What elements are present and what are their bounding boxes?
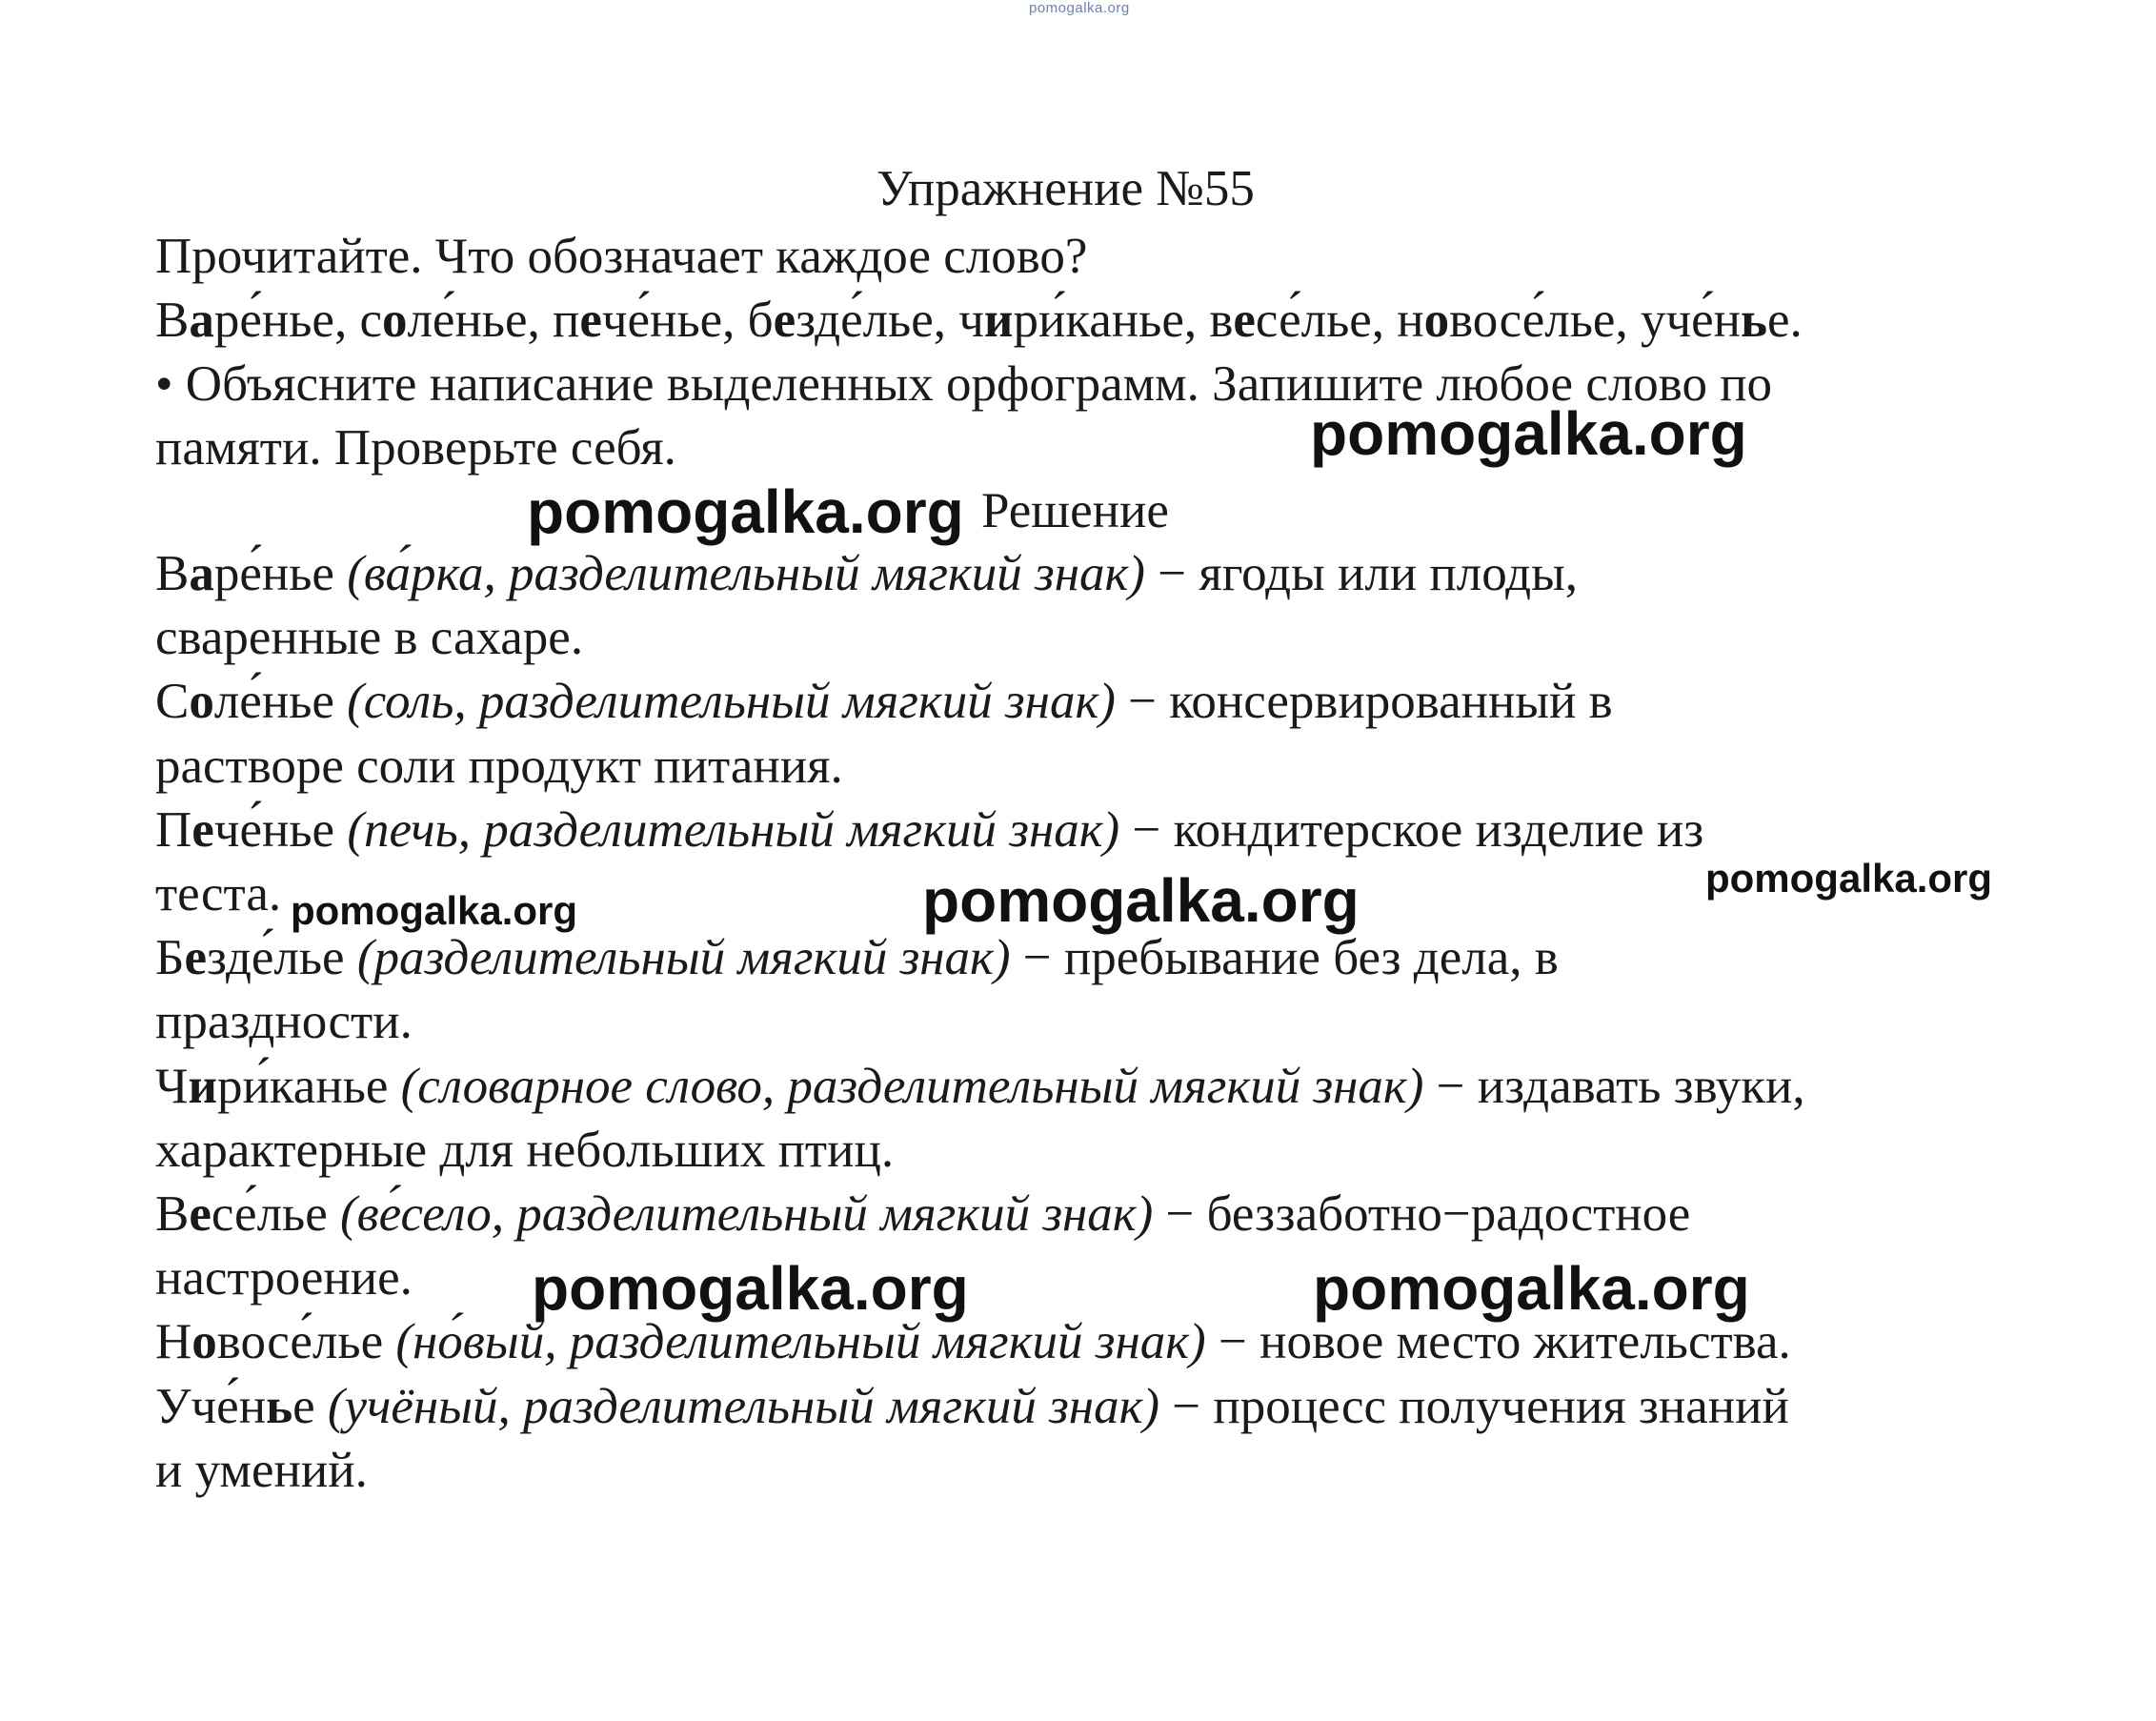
- answer-line-continuation: [155, 1250, 413, 1306]
- task-question: Прочитайте. Что обозначает каждое слово?: [155, 229, 1088, 284]
- explanation-text: (учёный, разделительный мягкий знак): [327, 1378, 1160, 1434]
- text-run: ле́нье, п: [407, 293, 580, 348]
- text-run: е: [292, 1378, 328, 1434]
- text-run: − новое место жительства.: [1205, 1314, 1791, 1370]
- highlighted-letter: о: [189, 674, 214, 730]
- text-run: − беззаботно−радостное: [1153, 1186, 1691, 1242]
- watermark-text: pomogalka.org: [1310, 399, 1747, 468]
- answer-line-main: [155, 930, 1559, 985]
- explanation-text: (соль, разделительный мягкий знак): [347, 674, 1116, 730]
- text-run: Уче́н: [155, 1378, 267, 1434]
- answer-line-main: [155, 1379, 1789, 1434]
- highlighted-letter: е: [1233, 293, 1256, 348]
- text-run: В: [155, 546, 190, 601]
- text-run: ле́нье: [213, 674, 348, 730]
- watermark-text: pomogalka.org: [922, 866, 1360, 935]
- text-run: е.: [1767, 293, 1803, 348]
- text-run: растворе соли продукт питания.: [155, 738, 843, 794]
- text-run: − процесс получения знаний: [1159, 1378, 1789, 1434]
- top-watermark: pomogalka.org: [1029, 0, 1130, 16]
- highlighted-letter: ь: [1741, 293, 1768, 348]
- text-run: восе́лье, уче́н: [1449, 293, 1741, 348]
- explanation-text: (словарное слово, разделительный мягкий знак): [400, 1058, 1424, 1114]
- text-run: теста.: [155, 866, 282, 921]
- answer-line-main: [155, 546, 1578, 601]
- highlighted-letter: о: [381, 293, 408, 348]
- highlighted-letter: о: [1423, 293, 1450, 348]
- highlighted-letter: е: [189, 1186, 212, 1242]
- text-run: восе́лье: [216, 1314, 396, 1370]
- text-run: зде́лье, ч: [796, 293, 984, 348]
- highlighted-letter: а: [189, 293, 214, 348]
- answer-line-continuation: [155, 739, 843, 794]
- text-run: В: [155, 1186, 190, 1242]
- text-run: П: [155, 801, 192, 858]
- answer-line-main: [155, 802, 1703, 858]
- watermark-text: pomogalka.org: [532, 1254, 969, 1323]
- watermark-text: pomogalka.org: [291, 888, 578, 933]
- answer-line-continuation: [155, 610, 583, 665]
- task-words-line: [155, 293, 1803, 348]
- explanation-text: (ва́рка, разделительный мягкий знак): [347, 546, 1145, 601]
- text-run: В: [155, 293, 190, 348]
- highlighted-letter: е: [579, 293, 602, 348]
- text-run: че́нье: [213, 801, 348, 858]
- highlighted-letter: ь: [266, 1378, 293, 1434]
- text-run: настроение.: [155, 1250, 413, 1306]
- text-run: С: [155, 674, 190, 730]
- text-run: ре́нье, с: [213, 293, 382, 348]
- answer-line-continuation: [155, 994, 413, 1049]
- text-run: ри́канье, в: [1013, 293, 1234, 348]
- text-run: характерные для небольших птиц.: [155, 1122, 895, 1178]
- explanation-text: (печь, разделительный мягкий знак): [347, 801, 1120, 858]
- text-run: Ч: [155, 1058, 189, 1114]
- text-run: Н: [155, 1314, 192, 1370]
- answer-line-continuation: [155, 1443, 368, 1498]
- explanation-text: (ве́село, разделительный мягкий знак): [339, 1186, 1154, 1242]
- exercise-title: Упражнение №55: [877, 161, 1255, 216]
- answer-line-main: [155, 1059, 1805, 1114]
- text-run: Б: [155, 930, 185, 986]
- text-run: се́лье, н: [1255, 293, 1424, 348]
- highlighted-letter: е: [191, 801, 214, 858]
- highlighted-letter: а: [189, 546, 214, 601]
- text-run: ре́нье: [213, 546, 348, 601]
- text-run: − пребывание без дела, в: [1010, 930, 1559, 986]
- text-run: сваренные в сахаре.: [155, 610, 584, 666]
- highlighted-letter: о: [191, 1314, 217, 1370]
- text-run: и умений.: [155, 1442, 368, 1498]
- highlighted-letter: е: [184, 930, 207, 986]
- text-run: − консервированный в: [1115, 674, 1613, 730]
- watermark-text: pomogalka.org: [527, 477, 964, 546]
- text-run: − издавать звуки,: [1423, 1058, 1805, 1114]
- text-run: се́лье: [211, 1186, 340, 1242]
- answer-line-main: [155, 1186, 1690, 1242]
- text-run: зде́лье: [206, 930, 357, 986]
- task-instruction-line-1: • Объясните написание выделенных орфограмм. Запишите любое слово по: [155, 356, 1773, 412]
- watermark-text: pomogalka.org: [1313, 1254, 1750, 1323]
- answer-line-continuation: [155, 866, 281, 921]
- solution-label: Решение: [981, 483, 1169, 538]
- explanation-text: (разделительный мягкий знак): [356, 930, 1011, 986]
- highlighted-letter: е: [773, 293, 796, 348]
- text-run: праздности.: [155, 994, 413, 1050]
- answer-line-continuation: [155, 1123, 894, 1178]
- text-run: че́нье, б: [601, 293, 774, 348]
- task-instruction-line-2: памяти. Проверьте себя.: [155, 420, 676, 476]
- text-run: ри́канье: [217, 1058, 401, 1114]
- explanation-text: (но́вый, разделительный мягкий знак): [395, 1314, 1206, 1370]
- highlighted-letter: и: [983, 293, 1014, 348]
- watermark-text: pomogalka.org: [1705, 856, 1993, 901]
- highlighted-letter: и: [188, 1058, 217, 1114]
- text-run: − кондитерское изделие из: [1119, 801, 1704, 858]
- text-run: − ягоды или плоды,: [1144, 546, 1578, 601]
- answer-line-main: [155, 674, 1613, 729]
